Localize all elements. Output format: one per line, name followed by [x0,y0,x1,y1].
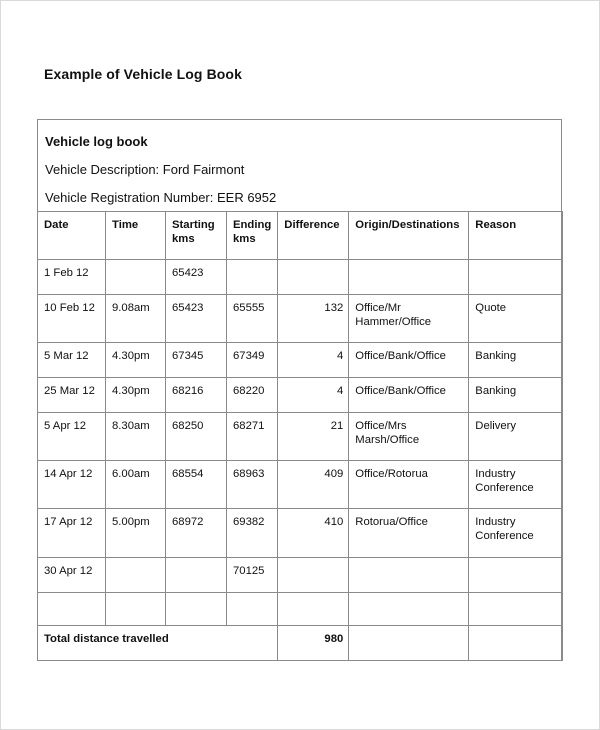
column-header: Difference [278,212,349,260]
table-header-row [38,212,563,260]
empty-cell [349,626,469,661]
ending-kms-cell: 67349 [227,343,278,378]
ending-kms-cell: 68271 [227,413,278,461]
origin-destination-cell: Office/Bank/Office [349,343,469,378]
origin-destination-cell: Rotorua/Office [349,509,469,558]
time-cell: 4.30pm [106,378,166,413]
difference-cell: 409 [278,461,349,509]
difference-cell: 4 [278,343,349,378]
starting-kms-cell: 68250 [166,413,227,461]
table-row [38,593,563,626]
total-value: 980 [278,626,349,661]
date-cell: 30 Apr 12 [38,558,106,593]
reason-cell: Banking [469,343,563,378]
column-header: Reason [469,212,563,260]
time-cell: 8.30am [106,413,166,461]
starting-kms-cell: 68216 [166,378,227,413]
empty-cell [469,626,563,661]
time-cell: 4.30pm [106,343,166,378]
time-cell [106,260,166,295]
starting-kms-cell: 67345 [166,343,227,378]
ending-kms-cell: 68963 [227,461,278,509]
date-cell: 5 Mar 12 [38,343,106,378]
starting-kms-cell: 68972 [166,509,227,558]
difference-cell: 21 [278,413,349,461]
origin-destination-cell: Office/Mrs Marsh/Office [349,413,469,461]
time-cell [106,593,166,626]
total-label: Total distance travelled [38,626,278,661]
time-cell: 6.00am [106,461,166,509]
vehicle-description: Vehicle Description: Ford Fairmont [45,162,245,177]
column-header: Ending kms [227,212,278,260]
starting-kms-cell [166,593,227,626]
date-cell: 17 Apr 12 [38,509,106,558]
difference-cell: 132 [278,295,349,343]
date-cell: 14 Apr 12 [38,461,106,509]
table-row [38,413,563,461]
date-cell: 25 Mar 12 [38,378,106,413]
date-cell [38,593,106,626]
reason-cell: Delivery [469,413,563,461]
reason-cell [469,260,563,295]
ending-kms-cell: 69382 [227,509,278,558]
difference-cell: 410 [278,509,349,558]
reason-cell [469,593,563,626]
table-row [38,295,563,343]
column-header: Starting kms [166,212,227,260]
document-title: Example of Vehicle Log Book [44,66,242,82]
reason-cell: Industry Conference [469,509,563,558]
time-cell [106,558,166,593]
reason-cell [469,558,563,593]
ending-kms-cell [227,593,278,626]
difference-cell: 4 [278,378,349,413]
origin-destination-cell: Office/Bank/Office [349,378,469,413]
time-cell: 5.00pm [106,509,166,558]
ending-kms-cell: 70125 [227,558,278,593]
reason-cell: Industry Conference [469,461,563,509]
date-cell: 10 Feb 12 [38,295,106,343]
table-row [38,558,563,593]
vehicle-registration: Vehicle Registration Number: EER 6952 [45,190,277,205]
origin-destination-cell [349,593,469,626]
column-header: Origin/Destinations [349,212,469,260]
table-row [38,343,563,378]
difference-cell [278,260,349,295]
origin-destination-cell: Office/Mr Hammer/Office [349,295,469,343]
table-row [38,461,563,509]
origin-destination-cell: Office/Rotorua [349,461,469,509]
starting-kms-cell: 65423 [166,295,227,343]
log-table [37,211,563,661]
total-row [38,626,563,661]
difference-cell [278,593,349,626]
table-row [38,260,563,295]
column-header: Time [106,212,166,260]
origin-destination-cell [349,558,469,593]
starting-kms-cell [166,558,227,593]
starting-kms-cell: 65423 [166,260,227,295]
time-cell: 9.08am [106,295,166,343]
table-row [38,378,563,413]
difference-cell [278,558,349,593]
ending-kms-cell [227,260,278,295]
log-book-heading: Vehicle log book [45,134,148,149]
ending-kms-cell: 68220 [227,378,278,413]
origin-destination-cell [349,260,469,295]
log-book-header [45,128,276,212]
starting-kms-cell: 68554 [166,461,227,509]
date-cell: 5 Apr 12 [38,413,106,461]
column-header: Date [38,212,106,260]
reason-cell: Banking [469,378,563,413]
reason-cell: Quote [469,295,563,343]
ending-kms-cell: 65555 [227,295,278,343]
date-cell: 1 Feb 12 [38,260,106,295]
table-row [38,509,563,558]
